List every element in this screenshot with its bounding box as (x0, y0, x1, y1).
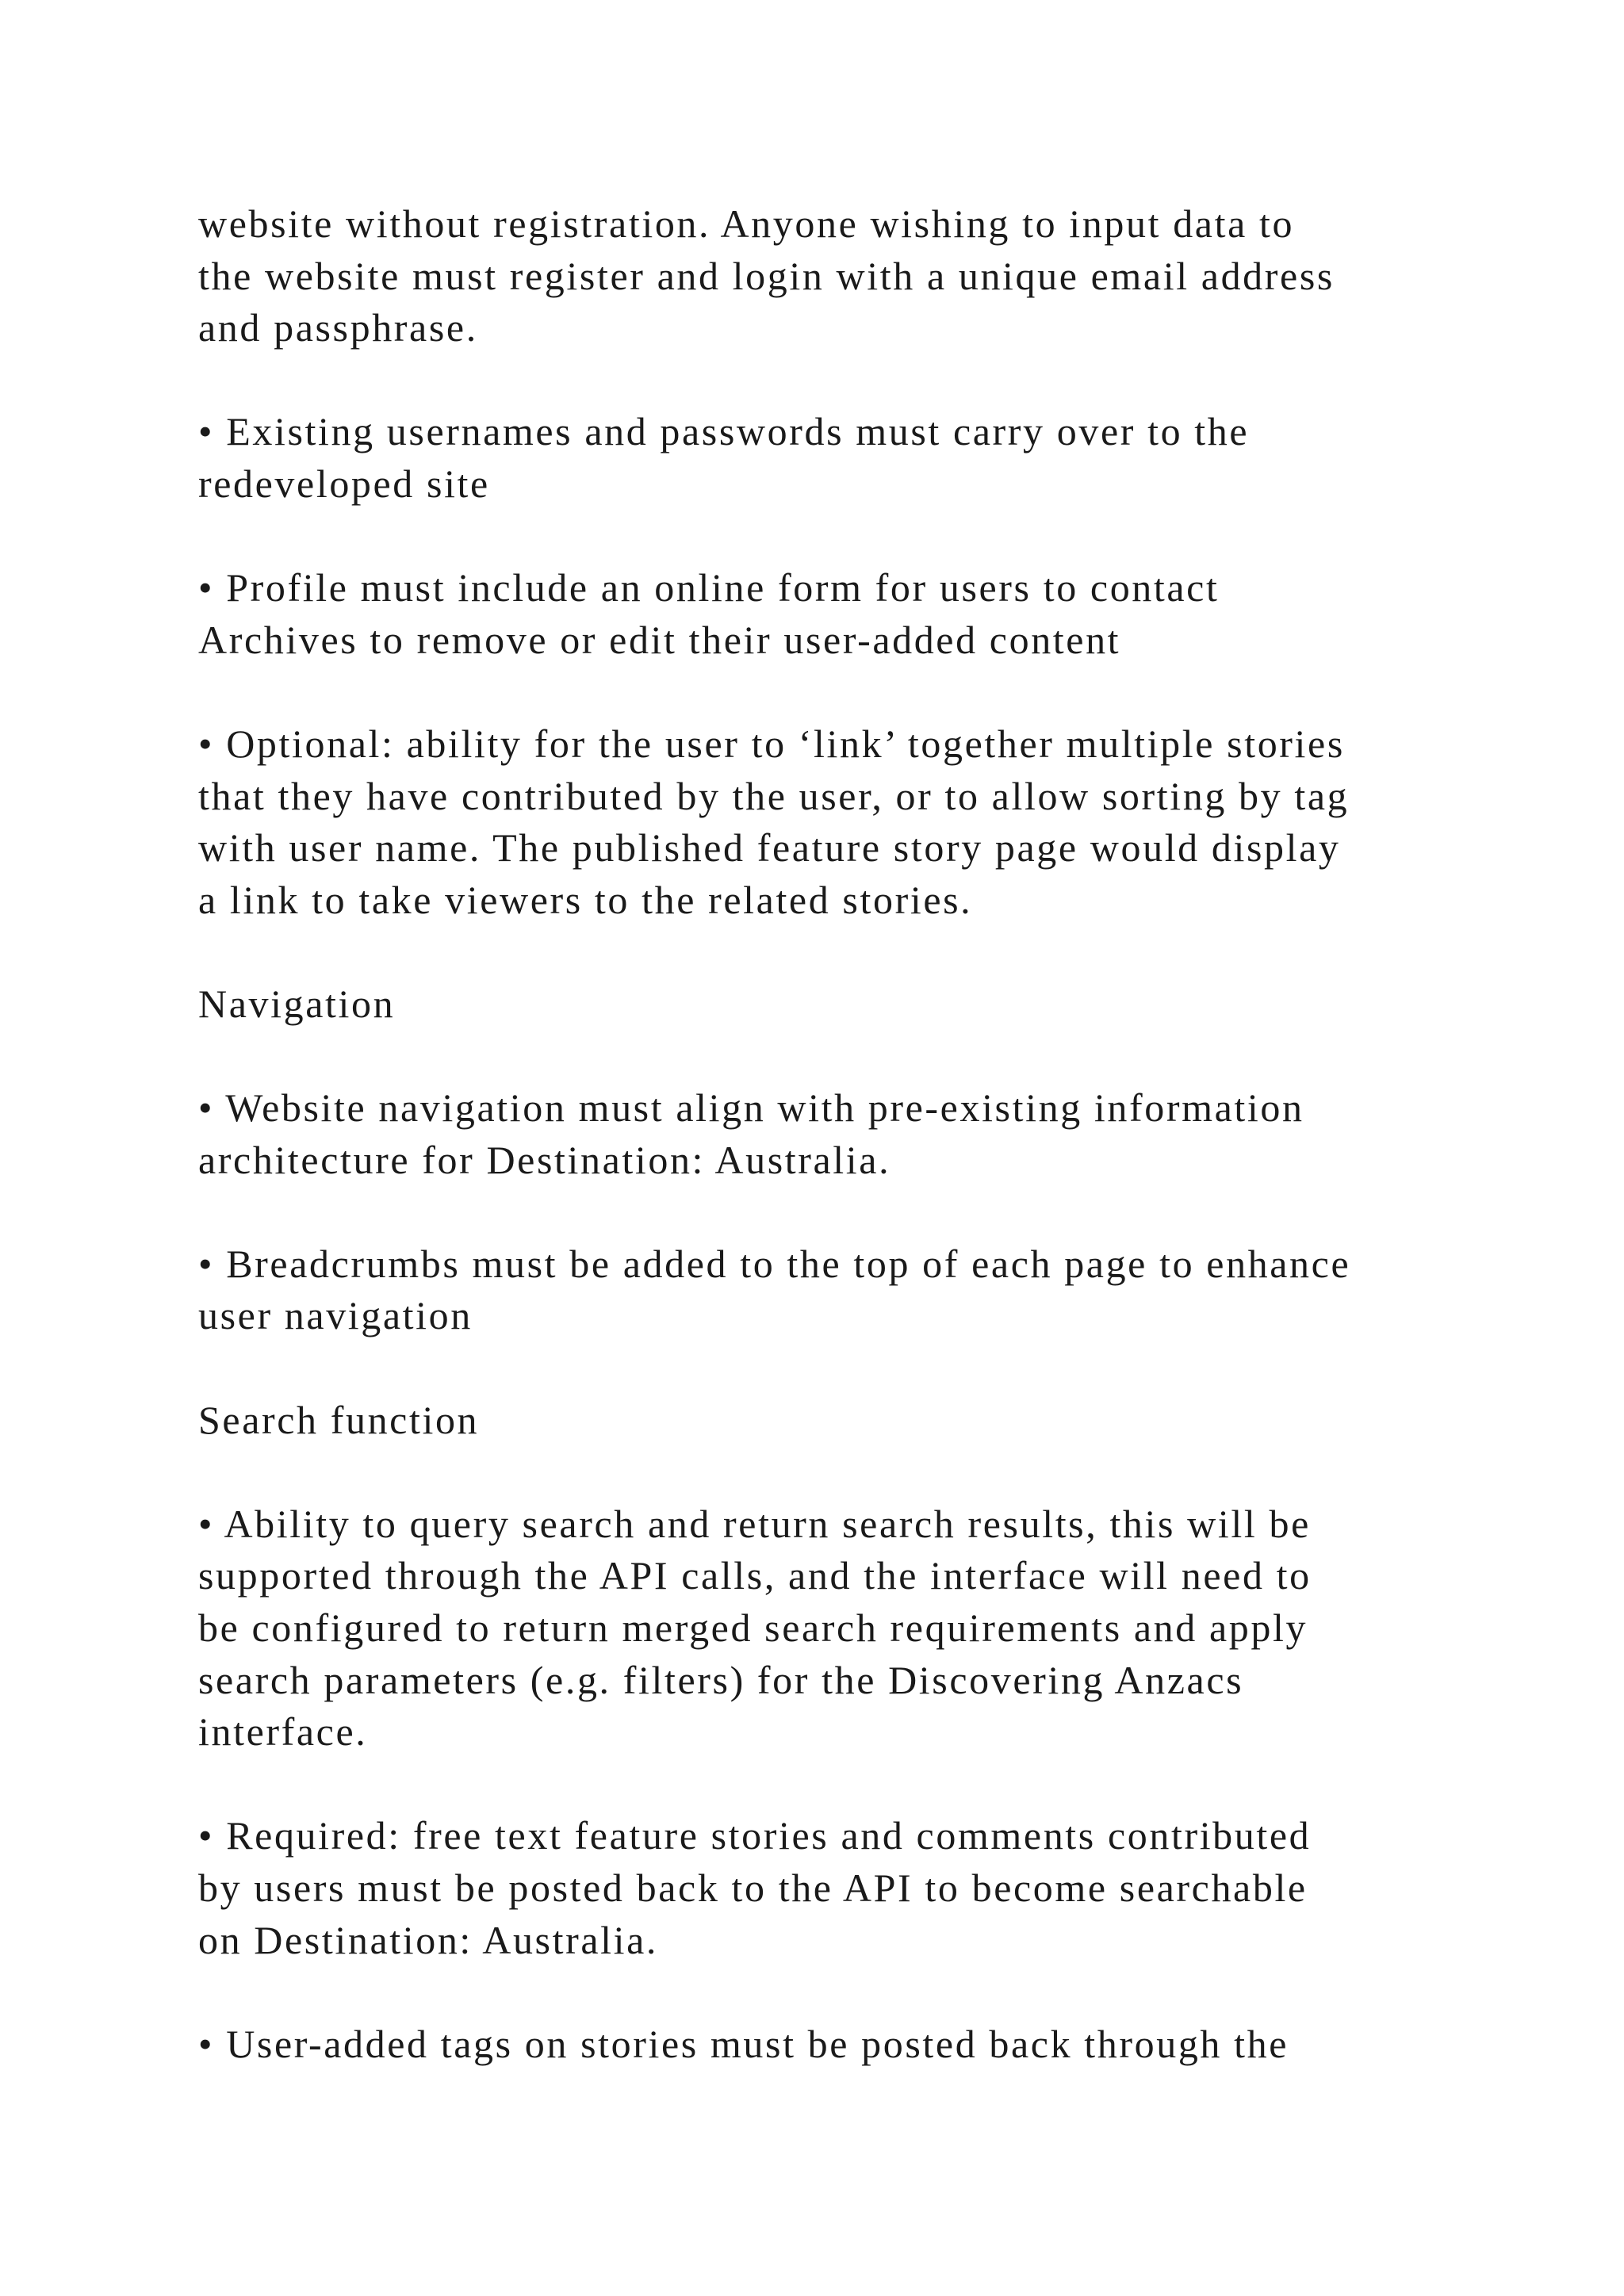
text-line: • Profile must include an online form for users to contact (198, 565, 1220, 610)
text-line: search parameters (e.g. filters) for the Discovering Anzacs (198, 1657, 1244, 1702)
paragraph-spacer (198, 1758, 1499, 1811)
text-line: • Ability to query search and return search results, this will be (198, 1501, 1311, 1546)
section-heading-navigation (198, 978, 1499, 1031)
text-line: Archives to remove or edit their user-added content (198, 617, 1121, 662)
paragraph-spacer (198, 1342, 1499, 1395)
text-line: the website must register and login with a unique email address (198, 253, 1335, 298)
text-line: • User-added tags on stories must be posted back through the (198, 2021, 1289, 2066)
text-line: on Destination: Australia. (198, 1917, 659, 1962)
text-line: website without registration. Anyone wishing to input data to (198, 201, 1295, 246)
paragraph-spacer (198, 1966, 1499, 2019)
paragraph-spacer (198, 1031, 1499, 1083)
paragraph-spacer (198, 666, 1499, 718)
bullet-existing-usernames (198, 406, 1499, 510)
text-line: with user name. The published feature story page would display (198, 825, 1341, 871)
text-line: and passphrase. (198, 305, 478, 350)
bullet-nav-align (198, 1082, 1499, 1186)
paragraph-intro (198, 198, 1499, 354)
paragraph-spacer (198, 354, 1499, 407)
bullet-optional-link (198, 718, 1499, 926)
text-line: that they have contributed by the user, or to allow sorting by tag (198, 773, 1350, 818)
text-line: • Website navigation must align with pre-existing information (198, 1085, 1304, 1131)
bullet-search-query (198, 1498, 1499, 1758)
bullet-breadcrumbs (198, 1238, 1499, 1342)
heading-text: Search function (198, 1397, 480, 1442)
paragraph-spacer (198, 926, 1499, 978)
text-line: be configured to return merged search requirements and apply (198, 1605, 1308, 1651)
text-line: redeveloped site (198, 461, 490, 506)
bullet-profile-form (198, 562, 1499, 666)
text-line: a link to take viewers to the related stories. (198, 877, 973, 922)
text-line: • Breadcrumbs must be added to the top of each page to enhance (198, 1241, 1351, 1286)
text-line: user navigation (198, 1293, 473, 1338)
paragraph-spacer (198, 1186, 1499, 1238)
text-line: supported through the API calls, and the interface will need to (198, 1553, 1312, 1598)
paragraph-spacer (198, 511, 1499, 563)
text-line: • Existing usernames and passwords must carry over to the (198, 409, 1250, 454)
text-line: • Optional: ability for the user to ‘link’ together multiple stories (198, 721, 1345, 766)
document-body (198, 198, 1499, 2070)
text-line: architecture for Destination: Australia. (198, 1137, 891, 1182)
text-line: • Required: free text feature stories and comments contributed (198, 1813, 1312, 1858)
text-line: by users must be posted back to the API to become searchable (198, 1866, 1308, 1910)
text-line: interface. (198, 1709, 368, 1755)
bullet-user-tags (198, 2019, 1499, 2071)
paragraph-spacer (198, 1446, 1499, 1498)
section-heading-search (198, 1395, 1499, 1447)
heading-text: Navigation (198, 981, 396, 1026)
bullet-required-free-text (198, 1810, 1499, 1966)
